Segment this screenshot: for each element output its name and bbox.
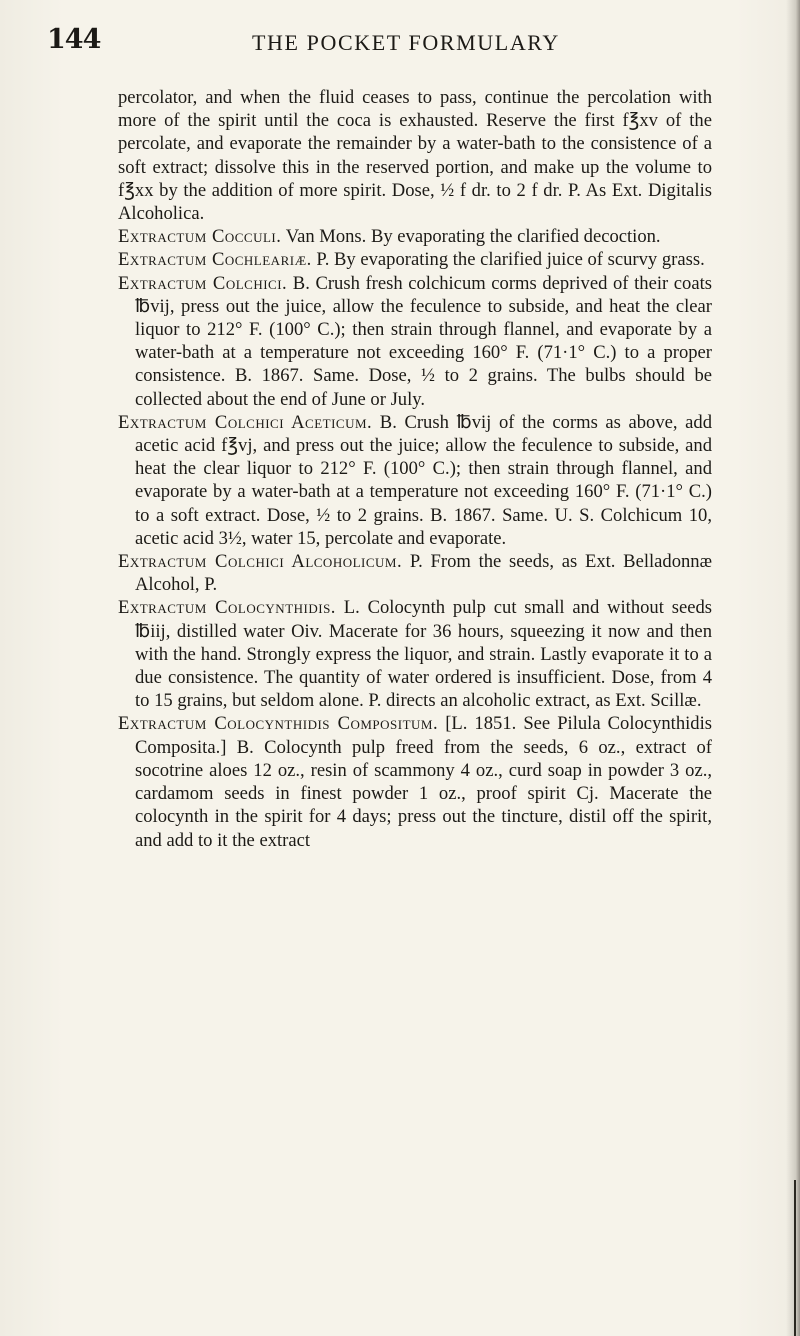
page-number: 144 bbox=[47, 24, 101, 55]
entry-colchici-aceticum bbox=[118, 411, 712, 550]
entry-colocynthidis bbox=[118, 596, 712, 712]
entry-text: Van Mons. By evaporating the clarified decoction. bbox=[281, 226, 661, 248]
running-title: THE POCKET FORMULARY bbox=[252, 30, 560, 55]
entry-text: B. Crush ℔vij of the corms as above, add acetic acid f℥vj, and press out the juice; allow the feculence to subside, and heat the clear liquor to 212° F. (100° C.); then strain through flannel, and evaporate by a water-bath at a temperature not exceeding 160° F. (71·1° C.) to a soft extract. Dose, ½ to 2 grains. B. 1867. Same. U. S. Colchicum 10, acetic acid 3½, water 15, percolate and evaporate. bbox=[135, 411, 713, 549]
entry-heading: Extractum Colocynthidis Compositum. bbox=[118, 713, 439, 735]
entry-heading: Extractum Cochleariæ. bbox=[118, 249, 312, 271]
entry-heading: Extractum Cocculi. bbox=[118, 226, 282, 248]
entry-colocynthidis-compositum bbox=[118, 712, 712, 851]
entry-text: L. Colocynth pulp cut small and without seeds ℔iij, distilled water Oiv. Macerate for 36 hours, squeezing it now and then with the hand. Strongly express the liquor, and strain. Lastly evaporate it to a due consistence. The quantity of water ordered is insufficient. Dose, from 4 to 15 grains, but seldom alone. P. directs an alcoholic extract, as Ext. Scillæ. bbox=[135, 597, 712, 712]
entry-text: B. Crush fresh colchicum corms deprived of their coats ℔vij, press out the juice, allow the feculence to subside, and heat the clear liquor to 212° F. (100° C.); then strain through flannel, and evaporate by a water-bath at a temperature not exceeding 160° F. (71·1° C.) to a proper consistence. B. 1867. Same. Dose, ½ to 2 grains. The bulbs should be collected about the end of June or July. bbox=[135, 272, 712, 410]
continuation-paragraph bbox=[118, 86, 712, 225]
entry-cocculi bbox=[118, 225, 712, 248]
entry-heading: Extractum Colchici. bbox=[118, 272, 288, 294]
entry-colchici bbox=[118, 272, 712, 411]
entry-cochleariae bbox=[118, 248, 712, 271]
entry-text: P. By evaporating the clarified juice of scurvy grass. bbox=[311, 249, 705, 271]
entry-text: P. From the seeds, as Ext. Belladonnæ Alcohol, P. bbox=[135, 551, 713, 596]
page-body bbox=[118, 86, 712, 852]
entry-text: percolator, and when the fluid ceases to pass, continue the percolation with more of the spirit until the coca is exhausted. Reserve the first f℥xv of the percolate, and evaporate the remainder by a water-bath to the consistence of a soft extract; dissolve this in the reserved portion, and make up the volume to f℥xx by the addition of more spirit. Dose, ½ f dr. to 2 f dr. P. As Ext. Digitalis Alcoholica. bbox=[118, 87, 712, 225]
page-header bbox=[0, 22, 800, 62]
entry-heading: Extractum Colchici Aceticum. bbox=[118, 411, 373, 433]
entry-colchici-alcoholicum bbox=[118, 550, 712, 596]
page-edge-line bbox=[794, 1180, 796, 1336]
entry-heading: Extractum Colocynthidis. bbox=[118, 597, 336, 619]
entry-text: [L. 1851. See Pilula Colocynthidis Composita.] B. Colocynth pulp freed from the seeds, 6 oz., extract of socotrine aloes 12 oz., resin of scammony 4 oz., curd soap in powder 3 oz., cardamom seeds in finest powder 1 oz., proof spirit Cj. Macerate the colocynth in the spirit for 4 days; press out the tincture, distil off the spirit, and add to it the extract bbox=[135, 713, 712, 851]
entry-heading: Extractum Colchici Alcoholicum. bbox=[118, 551, 403, 573]
page-edge-shadow bbox=[786, 0, 800, 1336]
